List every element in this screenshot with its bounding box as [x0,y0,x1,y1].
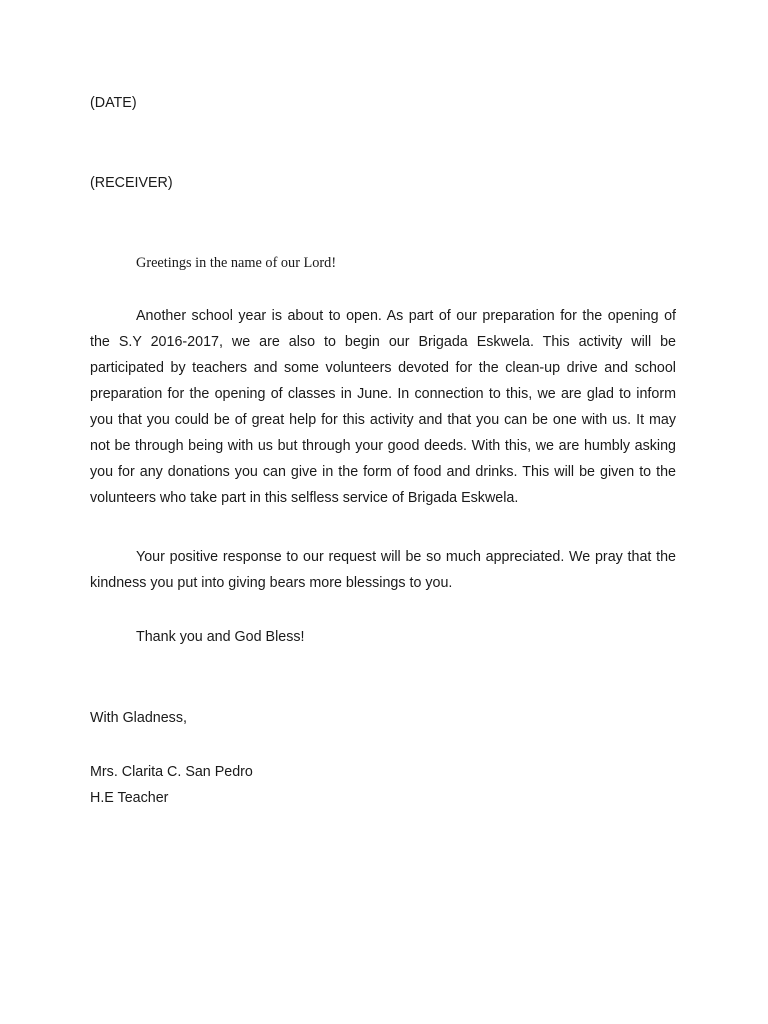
response-text: Your positive response to our request will be so much appreciated. We pray that the kindness you put into giving bears more blessings to you. [90,549,676,591]
signatory-title: H.E Teacher [90,790,169,806]
closing-line: With Gladness, [90,710,187,726]
thanks-paragraph [90,624,676,650]
body-paragraph [90,303,676,511]
response-paragraph [90,544,676,596]
date-line: (DATE) [90,95,137,111]
thanks-text: Thank you and God Bless! [136,629,305,645]
receiver-line: (RECEIVER) [90,175,173,191]
body-text: Another school year is about to open. As part of our preparation for the opening of the S.Y 2016-2017, we are also to begin our Brigada Eskwela. This activity will be participated by teachers and some volunteers devoted for the clean-up drive and school preparation for the opening of classes in June. In connection to this, we are glad to inform you that you could be of great help for this activity and that you can be one with us. It may not be through being with us but through your good deeds. With this, we are humbly asking you for any donations you can give in the form of food and drinks. This will be given to the volunteers who take part in this selfless service of Brigada Eskwela. [90,308,676,506]
greeting-line: Greetings in the name of our Lord! [136,255,337,271]
signatory-name: Mrs. Clarita C. San Pedro [90,764,253,780]
